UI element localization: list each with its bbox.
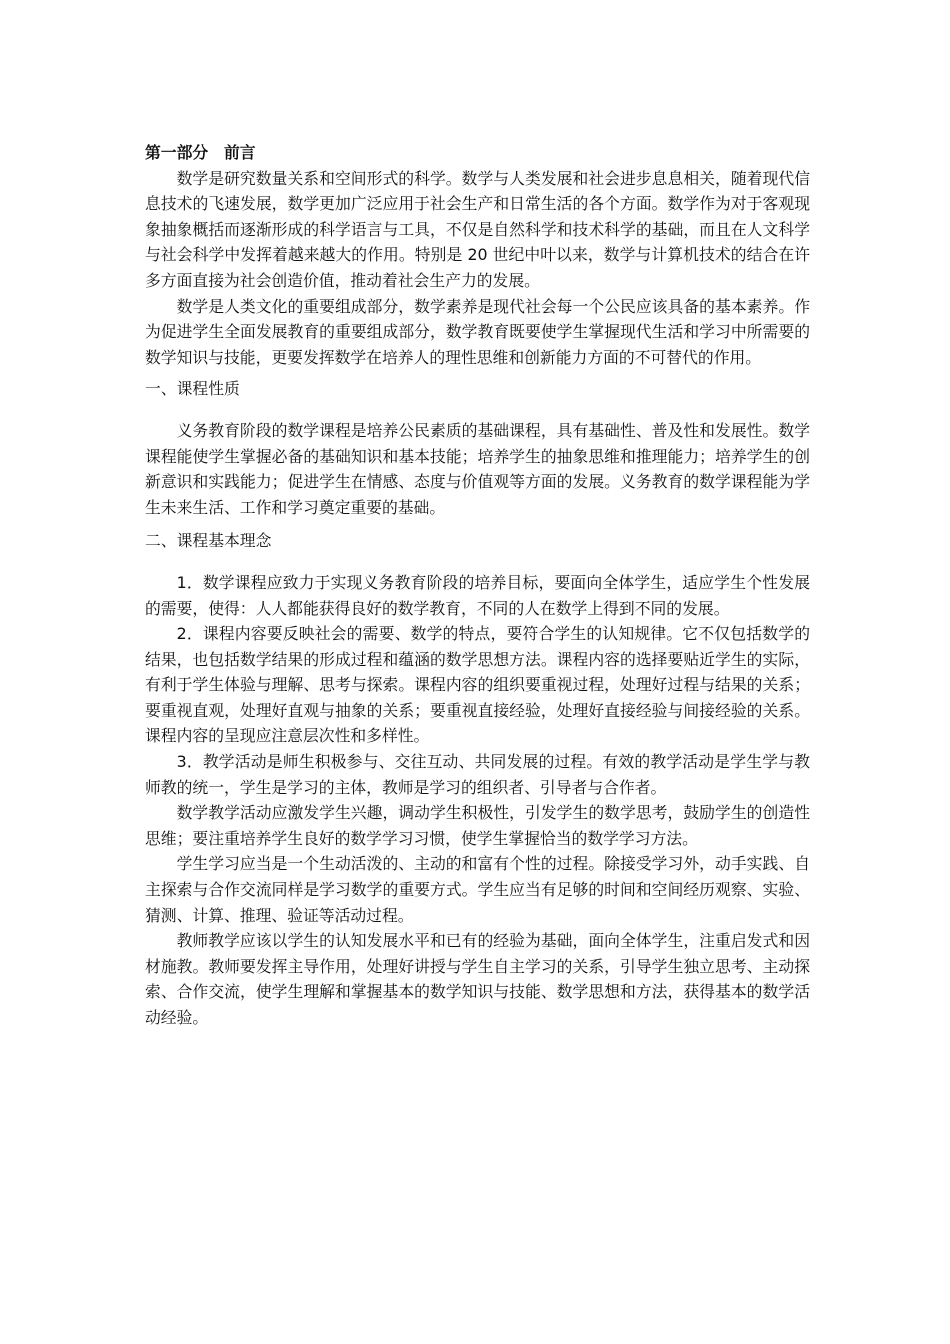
- section-heading-basic-concepts: 二、课程基本理念: [145, 531, 272, 551]
- preface-paragraph-2: 数学是人类文化的重要组成部分，数学素养是现代社会每一个公民应该具备的基本素养。作为促进学生全面发展教育的重要组成部分，数学教育既要使学生掌握现代生活和学习中所需要的数学知识与技能，更要发挥数学在培养人的理性思维和创新能力方面的不可替代的作用。: [145, 296, 810, 367]
- concept-paragraph-6: 教师教学应该以学生的认知发展水平和已有的经验为基础，面向全体学生，注重启发式和因材施教。教师要发挥主导作用，处理好讲授与学生自主学习的关系，引导学生独立思考、主动探索、合作交流，使学生理解和掌握基本的数学知识与技能、数学思想和方法，获得基本的数学活动经验。: [145, 931, 810, 1027]
- concept-paragraph-3: 3．教学活动是师生积极参与、交往互动、共同发展的过程。有效的教学活动是学生学与教师教的统一，学生是学习的主体，教师是学习的组织者、引导者与合作者。: [145, 752, 810, 797]
- section-heading-course-nature: 一、课程性质: [145, 379, 240, 399]
- concept-paragraph-1: 1．数学课程应致力于实现义务教育阶段的培养目标，要面向全体学生，适应学生个性发展的需要，使得：人人都能获得良好的数学教育，不同的人在数学上得到不同的发展。: [145, 572, 810, 618]
- preface-paragraph-1: 数学是研究数量关系和空间形式的科学。数学与人类发展和社会进步息息相关，随着现代信息技术的飞速发展，数学更加广泛应用于社会生产和日常生活的各个方面。数学作为对于客观现象抽象概括而逐渐形成的科学语言与工具，不仅是自然科学和技术科学的基础，而且在人文科学与社会科学中发挥着越来越大的作用。特别是 20 世纪中叶以来，数学与计算机技术的结合在许多方面直接为社会创造价值，推动着社会生产力的发展。: [145, 168, 810, 290]
- concept-paragraph-4: 数学教学活动应激发学生兴趣，调动学生积极性，引发学生的数学思考，鼓励学生的创造性思维；要注重培养学生良好的数学学习习惯，使学生掌握恰当的数学学习方法。: [145, 803, 810, 848]
- part-title: 第一部分 前言: [145, 143, 256, 162]
- concept-paragraph-5: 学生学习应当是一个生动活泼的、主动的和富有个性的过程。除接受学习外，动手实践、自主探索与合作交流同样是学习数学的重要方式。学生应当有足够的时间和空间经历观察、实验、猜测、计算、推理、验证等活动过程。: [145, 854, 810, 925]
- document-page: [145, 140, 810, 1031]
- concept-paragraph-2: 2．课程内容要反映社会的需要、数学的特点，要符合学生的认知规律。它不仅包括数学的结果，也包括数学结果的形成过程和蕴涵的数学思想方法。课程内容的选择要贴近学生的实际，有利于学生体验与理解、思考与探索。课程内容的组织要重视过程，处理好过程与结果的关系；要重视直观，处理好直观与抽象的关系；要重视直接经验，处理好直接经验与间接经验的关系。课程内容的呈现应注意层次性和多样性。: [145, 624, 810, 746]
- course-nature-paragraph: 义务教育阶段的数学课程是培养公民素质的基础课程，具有基础性、普及性和发展性。数学课程能使学生掌握必备的基础知识和基本技能；培养学生的抽象思维和推理能力；培养学生的创新意识和实践能力；促进学生在情感、态度与价值观等方面的发展。义务教育的数学课程能为学生未来生活、工作和学习奠定重要的基础。: [145, 420, 810, 517]
